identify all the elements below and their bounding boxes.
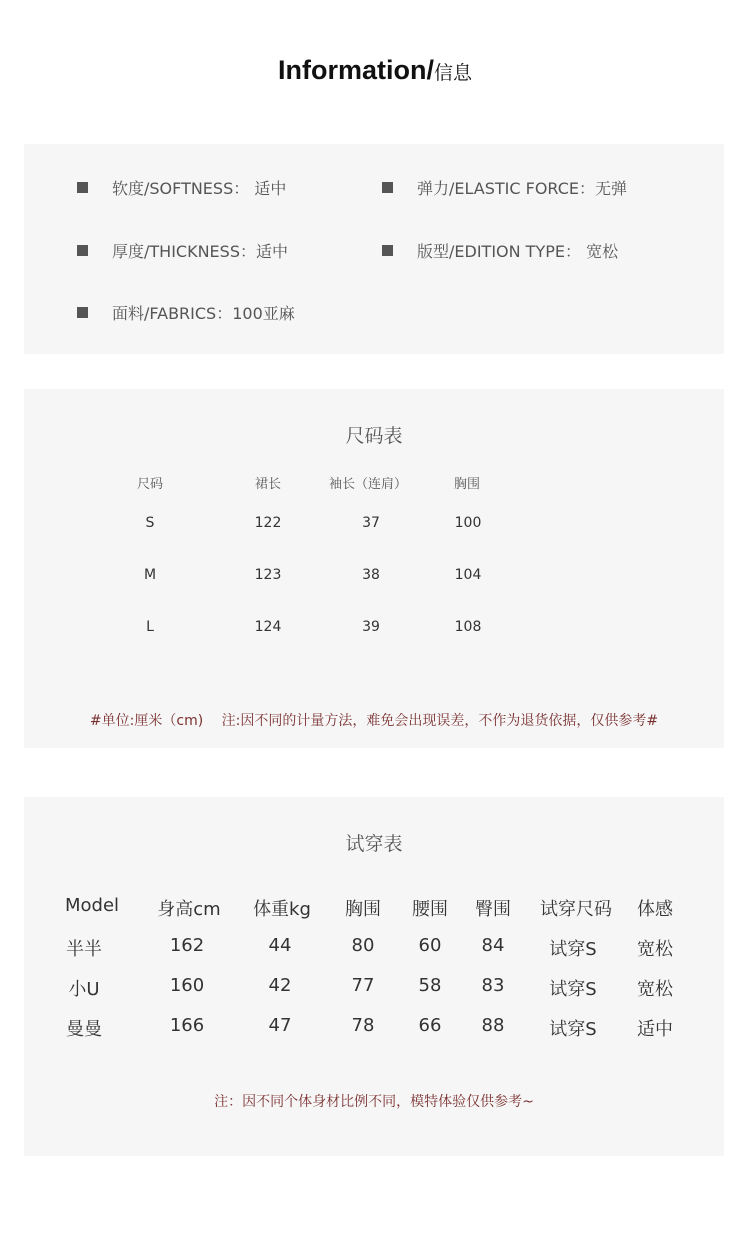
size-table-cell: 122	[254, 515, 282, 531]
fit-table-note: 注：因不同个体身材比例不同，模特体验仅供参考~	[214, 1094, 534, 1110]
fit-table-cell: 78	[351, 1015, 375, 1036]
size-table-title: 尺码表	[345, 425, 403, 447]
fit-table-cell: 试穿S	[549, 939, 597, 960]
size-table-cell: 37	[362, 515, 380, 531]
size-table-panel	[24, 389, 724, 748]
size-table-cell: 104	[454, 567, 482, 583]
square-bullet-icon	[77, 245, 88, 256]
fit-table-title: 试穿表	[345, 833, 403, 855]
attribute-fabrics	[77, 301, 295, 324]
fit-table-header: 身高cm	[157, 899, 221, 920]
attribute-label: 厚度/THICKNESS：	[112, 242, 256, 261]
fit-table-cell: 47	[268, 1015, 292, 1036]
size-table-cell: 123	[254, 567, 282, 583]
fit-table-cell: 试穿S	[549, 1019, 597, 1040]
square-bullet-icon	[77, 182, 88, 193]
fit-table-header: 胸围	[345, 899, 381, 920]
fit-table-cell: 160	[169, 975, 205, 996]
attribute-thickness	[77, 239, 288, 262]
attribute-label: 面料/FABRICS：	[112, 304, 233, 323]
attribute-value: 无弹	[595, 179, 628, 198]
fit-table-cell: 小U	[68, 979, 100, 1000]
size-table-cell: 124	[254, 619, 282, 635]
fit-table-header: 腰围	[412, 899, 448, 920]
fit-table-panel	[24, 797, 724, 1156]
fit-table-cell: 适中	[637, 1019, 673, 1040]
attribute-softness	[77, 176, 286, 199]
page-title-en: Information/	[277, 55, 434, 85]
fit-table-cell: 半半	[66, 939, 102, 960]
fit-table-cell: 77	[351, 975, 375, 996]
fit-table-cell: 曼曼	[66, 1019, 102, 1040]
size-table-header: 胸围	[453, 477, 480, 492]
fit-table-cell: 84	[481, 935, 505, 956]
fit-table-header: 体重kg	[253, 899, 311, 920]
fit-table-header: 试穿尺码	[540, 899, 612, 920]
attribute-label: 弹力/ELASTIC FORCE：	[417, 179, 596, 198]
fit-table-cell: 试穿S	[549, 979, 597, 1000]
attribute-value: 宽松	[581, 242, 619, 261]
attribute-label: 版型/EDITION TYPE：	[417, 242, 581, 261]
square-bullet-icon	[77, 307, 88, 318]
size-table-cell: 38	[362, 567, 380, 583]
fit-table-cell: 58	[418, 975, 442, 996]
fit-table-cell: 60	[418, 935, 442, 956]
attribute-label: 软度/SOFTNESS：	[112, 179, 250, 198]
size-table-cell: 39	[362, 619, 380, 635]
fit-table-cell: 宽松	[637, 979, 673, 1000]
page-title	[0, 55, 750, 86]
size-table-header: 尺码	[136, 477, 163, 492]
square-bullet-icon	[382, 245, 393, 256]
fit-table-cell: 80	[351, 935, 375, 956]
attribute-elastic-force	[382, 176, 627, 199]
fit-table-cell: 44	[268, 935, 292, 956]
size-table-note: #单位:厘米（cm) 注:因不同的计量方法，难免会出现误差，不作为退货依据，仅供参考#	[89, 713, 659, 729]
size-table-cell: 100	[454, 515, 482, 531]
fit-table-cell: 88	[481, 1015, 505, 1036]
fit-table-cell: 166	[169, 1015, 205, 1036]
fit-table-cell: 83	[481, 975, 505, 996]
size-table-cell: M	[143, 567, 157, 583]
size-table-header: 裙长	[254, 477, 281, 492]
size-table-header: 袖长（连肩）	[328, 477, 407, 492]
size-table-cell: S	[145, 515, 155, 531]
attribute-value: 适中	[255, 242, 288, 261]
square-bullet-icon	[382, 182, 393, 193]
page-title-cn: 信息	[433, 63, 472, 84]
size-table-cell: 108	[454, 619, 482, 635]
fit-table-header: Model	[64, 895, 120, 916]
fit-table-cell: 宽松	[637, 939, 673, 960]
fit-table-cell: 66	[418, 1015, 442, 1036]
size-table-cell: L	[146, 619, 154, 635]
fit-table-header: 体感	[637, 899, 673, 920]
fit-table-header: 臀围	[475, 899, 511, 920]
attribute-edition-type	[382, 239, 618, 262]
fit-table-cell: 42	[268, 975, 292, 996]
attribute-value: 适中	[249, 179, 287, 198]
fit-table-cell: 162	[169, 935, 205, 956]
attributes-panel	[24, 144, 724, 354]
attribute-value: 100亚麻	[232, 304, 295, 323]
